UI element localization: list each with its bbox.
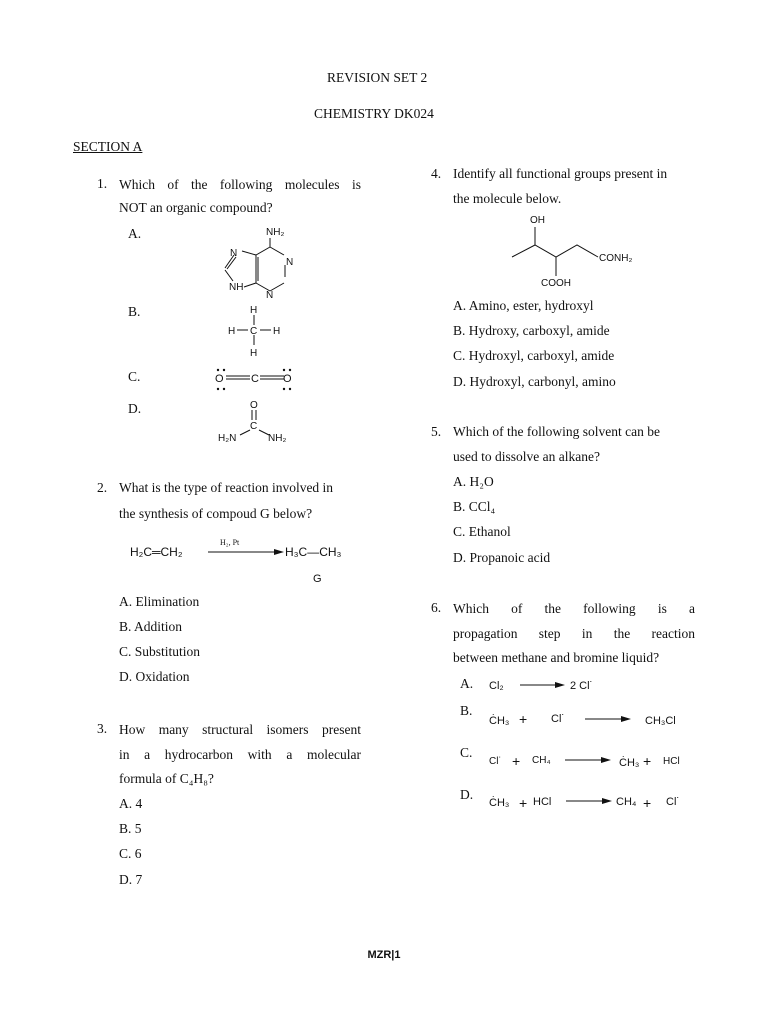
q1-option-b-label: B.: [128, 304, 141, 319]
svg-text:H₃C—CH₃: H₃C—CH₃: [285, 545, 342, 559]
svg-text:HCl: HCl: [663, 756, 680, 767]
svg-text:CH₄: CH₄: [532, 755, 551, 766]
svg-text:O: O: [250, 400, 258, 411]
svg-text:N: N: [286, 257, 294, 268]
q2-option-c: C. Substitution: [119, 644, 201, 659]
svg-text:H₂, Pt: H₂, Pt: [220, 538, 240, 547]
q4-option-c: C. Hydroxyl, carboxyl, amide: [453, 348, 615, 363]
q6-line1: Which of the following is a: [453, 601, 695, 616]
q2-number: 2.: [97, 480, 108, 495]
svg-text:H: H: [250, 348, 258, 359]
svg-text:ĊH₃: ĊH₃: [619, 757, 640, 769]
q3-line2: in a hydrocarbon with a molecular: [119, 747, 361, 762]
svg-text:Cl˙: Cl˙: [551, 713, 566, 725]
svg-text:H: H: [250, 305, 258, 316]
q1-option-a-label: A.: [128, 226, 142, 241]
svg-text:OH: OH: [530, 215, 545, 226]
q2-line2: the synthesis of compoud G below?: [119, 506, 313, 521]
q4-option-d: D. Hydroxyl, carbonyl, amino: [453, 374, 616, 389]
course-title: CHEMISTRY DK024: [314, 106, 434, 121]
q6-line2: propagation step in the reaction: [453, 626, 695, 641]
svg-text:NH₂: NH₂: [268, 433, 287, 444]
q3-option-c: C. 6: [119, 846, 142, 861]
svg-text:O: O: [215, 373, 224, 385]
svg-text:H₂C═CH₂: H₂C═CH₂: [130, 545, 183, 559]
q3-option-d: D. 7: [119, 872, 143, 887]
section-heading: SECTION A: [73, 139, 143, 154]
svg-text:Cl˙: Cl˙: [666, 796, 681, 808]
svg-text:H₂N: H₂N: [218, 433, 237, 444]
q5-option-b: B. CCl₄: [453, 499, 496, 514]
svg-text:N: N: [230, 248, 238, 259]
svg-text:ĊH₃: ĊH₃: [489, 715, 510, 727]
svg-text:CH₄: CH₄: [616, 796, 637, 808]
q5-option-d: D. Propanoic acid: [453, 550, 551, 565]
svg-text:C: C: [251, 373, 259, 385]
q6-option-c-label: C.: [460, 745, 473, 760]
q5-number: 5.: [431, 424, 442, 439]
q2-option-d: D. Oxidation: [119, 669, 190, 684]
svg-text:+: +: [643, 753, 652, 769]
q1-option-c-label: C.: [128, 369, 141, 384]
q3-number: 3.: [97, 721, 108, 736]
page-number: MZR|1: [367, 949, 401, 961]
svg-text:G: G: [313, 573, 322, 585]
q5-option-c: C. Ethanol: [453, 524, 511, 539]
svg-text:H: H: [273, 326, 281, 337]
q5-line2: used to dissolve an alkane?: [453, 449, 600, 464]
q4-line1: Identify all functional groups present in: [453, 166, 668, 181]
q1-number: 1.: [97, 176, 108, 191]
svg-text:+: +: [519, 711, 528, 727]
svg-text:ĊH₃: ĊH₃: [489, 797, 510, 809]
q2-line1: What is the type of reaction involved in: [119, 480, 334, 495]
q6-number: 6.: [431, 600, 442, 615]
q2-option-b: B. Addition: [119, 619, 183, 634]
svg-text:CONH₂: CONH₂: [599, 253, 633, 264]
svg-text:2 Cl˙: 2 Cl˙: [570, 680, 594, 692]
svg-text:C: C: [250, 421, 258, 432]
q4-line2: the molecule below.: [453, 191, 562, 206]
svg-text:C: C: [250, 326, 258, 337]
q6-option-a-label: A.: [460, 676, 474, 691]
svg-text:+: +: [519, 795, 528, 811]
q6-line3: between methane and bromine liquid?: [453, 650, 660, 665]
page-title: REVISION SET 2: [327, 70, 428, 85]
svg-text:O: O: [283, 373, 292, 385]
svg-text:N: N: [266, 290, 274, 301]
q3-option-b: B. 5: [119, 821, 142, 836]
q5-line1: Which of the following solvent can be: [453, 424, 660, 439]
svg-text:HCl: HCl: [533, 796, 552, 808]
q1-line2: NOT an organic compound?: [119, 200, 273, 215]
svg-text:H: H: [228, 326, 236, 337]
svg-text:NH: NH: [229, 282, 244, 293]
q2-option-a: A. Elimination: [119, 594, 200, 609]
q6-option-d-label: D.: [460, 787, 474, 802]
svg-text:+: +: [643, 795, 652, 811]
svg-text:+: +: [512, 753, 521, 769]
q4-option-b: B. Hydroxy, carboxyl, amide: [453, 323, 610, 338]
svg-text:CH₃Cl: CH₃Cl: [645, 715, 676, 727]
q1-line1: Which of the following molecules is: [119, 177, 361, 192]
q3-line1: How many structural isomers present: [119, 722, 361, 737]
svg-text:Cl˙: Cl˙: [489, 756, 502, 767]
q4-option-a: A. Amino, ester, hydroxyl: [453, 298, 594, 313]
svg-text:NH₂: NH₂: [266, 227, 285, 238]
q4-number: 4.: [431, 166, 442, 181]
q6-option-b-label: B.: [460, 703, 473, 718]
svg-text:COOH: COOH: [541, 278, 571, 289]
svg-text:Cl₂: Cl₂: [489, 680, 504, 692]
q3-option-a: A. 4: [119, 796, 143, 811]
q1-option-d-label: D.: [128, 401, 142, 416]
q5-option-a: A. H₂O: [453, 474, 494, 489]
q3-line3: formula of C₄H₈?: [119, 771, 214, 786]
